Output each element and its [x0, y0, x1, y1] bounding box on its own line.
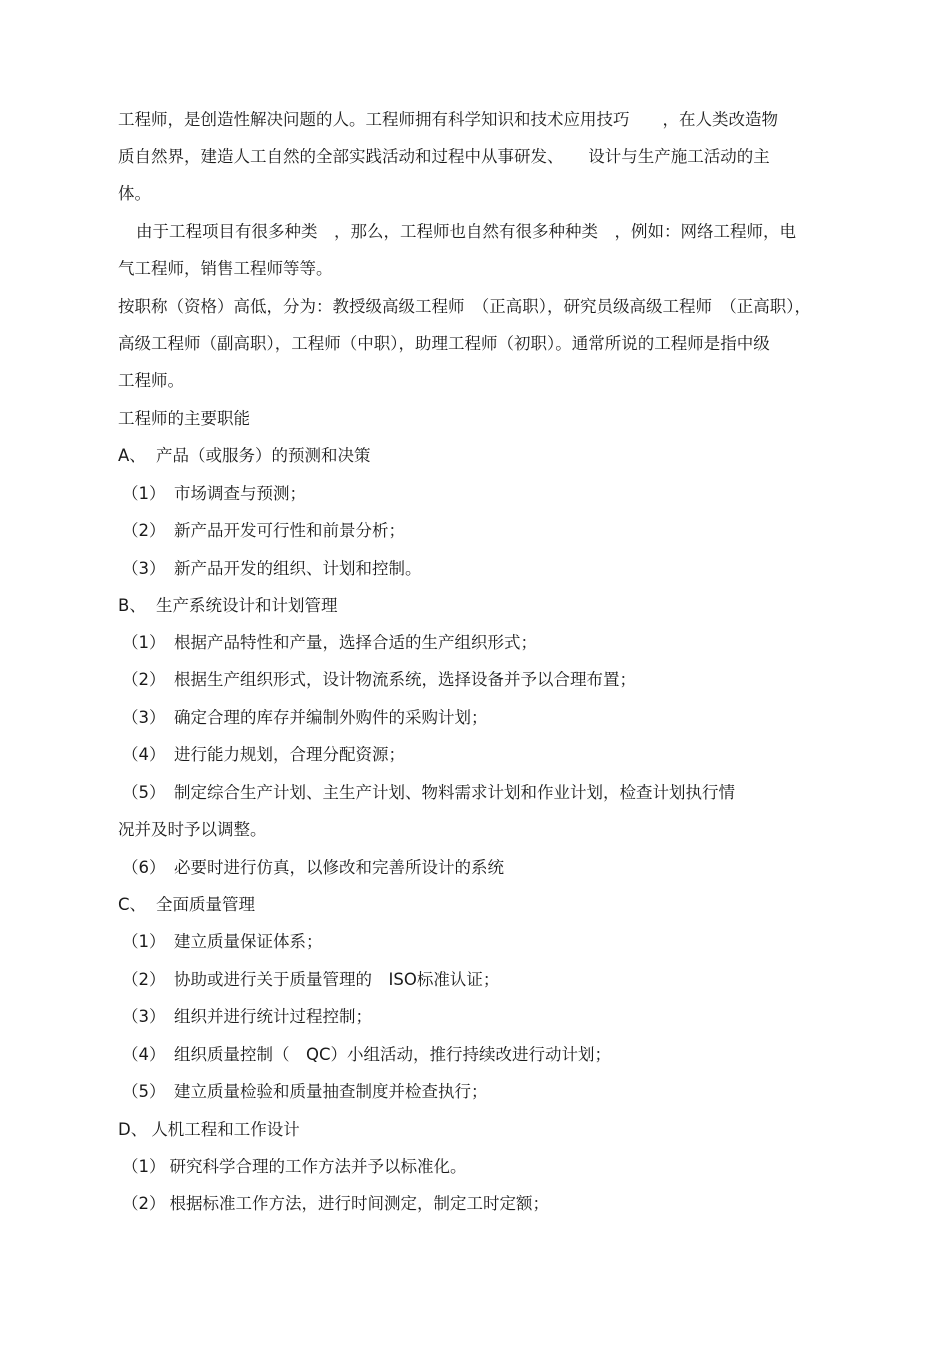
- section-marker: D、: [118, 1120, 148, 1139]
- intro-line: 质自然界，建造人工自然的全部实践活动和过程中从事研发、 设计与生产施工活动的主: [118, 147, 770, 166]
- list-item: [122, 557, 837, 581]
- item-text: 必要时进行仿真，以修改和完善所设计的系统: [174, 858, 504, 877]
- section-marker: B、: [118, 596, 146, 615]
- intro-line: 高级工程师（副高职），工程师（中职），助理工程师（初职）。通常所说的工程师是指中级: [118, 334, 770, 353]
- item-number: （5）: [122, 783, 166, 802]
- item-number: （2）: [122, 1194, 166, 1213]
- item-number: （3）: [122, 708, 166, 727]
- intro-line: 按职称（资格）高低，分为：教授级高级工程师 （正高职），研究员级高级工程师 （正高职），: [118, 297, 811, 316]
- list-item: [122, 706, 837, 730]
- functions-title: 工程师的主要职能: [118, 409, 250, 428]
- intro-line: 体。: [118, 184, 151, 203]
- intro-line: 气工程师，销售工程师等等。: [118, 259, 333, 278]
- section-title: 全面质量管理: [156, 895, 255, 914]
- item-number: （1）: [122, 633, 166, 652]
- section-marker: C、: [118, 895, 147, 914]
- list-item: [122, 1080, 837, 1104]
- item-number: （2）: [122, 670, 166, 689]
- item-number: （1）: [122, 484, 166, 503]
- list-item: [122, 781, 837, 805]
- item-text: 制定综合生产计划、主生产计划、物料需求计划和作业计划，检查计划执行情: [174, 783, 735, 802]
- section-marker: A、: [118, 446, 146, 465]
- item-text: 建立质量保证体系；: [174, 932, 323, 951]
- section-heading: [118, 893, 833, 917]
- section-title: 生产系统设计和计划管理: [156, 596, 338, 615]
- item-text: 进行能力规划，合理分配资源；: [174, 745, 405, 764]
- item-text: 确定合理的库存并编制外购件的采购计划；: [174, 708, 488, 727]
- item-number: （5）: [122, 1082, 166, 1101]
- list-item: [122, 631, 837, 655]
- item-number: （4）: [122, 745, 166, 764]
- list-item-continuation: 况并及时予以调整。: [118, 820, 267, 839]
- item-text: 组织并进行统计过程控制；: [174, 1007, 372, 1026]
- item-text: 新产品开发可行性和前景分析；: [174, 521, 405, 540]
- list-item: [122, 930, 837, 954]
- item-number: （2）: [122, 521, 166, 540]
- intro-line: 工程师。: [118, 371, 184, 390]
- section-title: 产品（或服务）的预测和决策: [156, 446, 371, 465]
- item-number: （3）: [122, 559, 166, 578]
- item-text: 研究科学合理的工作方法并予以标准化。: [169, 1157, 467, 1176]
- item-text: 组织质量控制（ QC）小组活动，推行持续改进行动计划；: [174, 1045, 612, 1064]
- list-item: [122, 519, 837, 543]
- section-heading: [118, 1118, 833, 1142]
- list-item: [122, 1043, 837, 1067]
- item-number: （6）: [122, 858, 166, 877]
- intro-line: 工程师，是创造性解决问题的人。工程师拥有科学知识和技术应用技巧 ，在人类改造物: [118, 110, 778, 129]
- list-item: [122, 668, 837, 692]
- list-item: [122, 968, 837, 992]
- list-item: [122, 1005, 837, 1029]
- item-number: （1）: [122, 932, 166, 951]
- section-heading: [118, 444, 833, 468]
- item-text: 新产品开发的组织、计划和控制。: [174, 559, 422, 578]
- section-heading: [118, 594, 833, 618]
- item-number: （4）: [122, 1045, 166, 1064]
- item-number: （1）: [122, 1157, 166, 1176]
- item-text: 协助或进行关于质量管理的 ISO标准认证；: [174, 970, 500, 989]
- list-item: [122, 856, 837, 880]
- section-title: 人机工程和工作设计: [151, 1120, 300, 1139]
- item-text: 建立质量检验和质量抽查制度并检查执行；: [174, 1082, 488, 1101]
- item-text: 根据产品特性和产量，选择合适的生产组织形式；: [174, 633, 537, 652]
- item-text: 根据标准工作方法，进行时间测定，制定工时定额；: [169, 1194, 549, 1213]
- list-item: [122, 743, 837, 767]
- list-item: [122, 1155, 837, 1179]
- item-text: 市场调查与预测；: [174, 484, 306, 503]
- item-text: 根据生产组织形式，设计物流系统，选择设备并予以合理布置；: [174, 670, 636, 689]
- list-item: [122, 482, 837, 506]
- list-item: [122, 1192, 837, 1216]
- item-number: （2）: [122, 970, 166, 989]
- intro-line: 由于工程项目有很多种类 ，那么，工程师也自然有很多种种类 ，例如：网络工程师，电: [136, 222, 796, 241]
- item-number: （3）: [122, 1007, 166, 1026]
